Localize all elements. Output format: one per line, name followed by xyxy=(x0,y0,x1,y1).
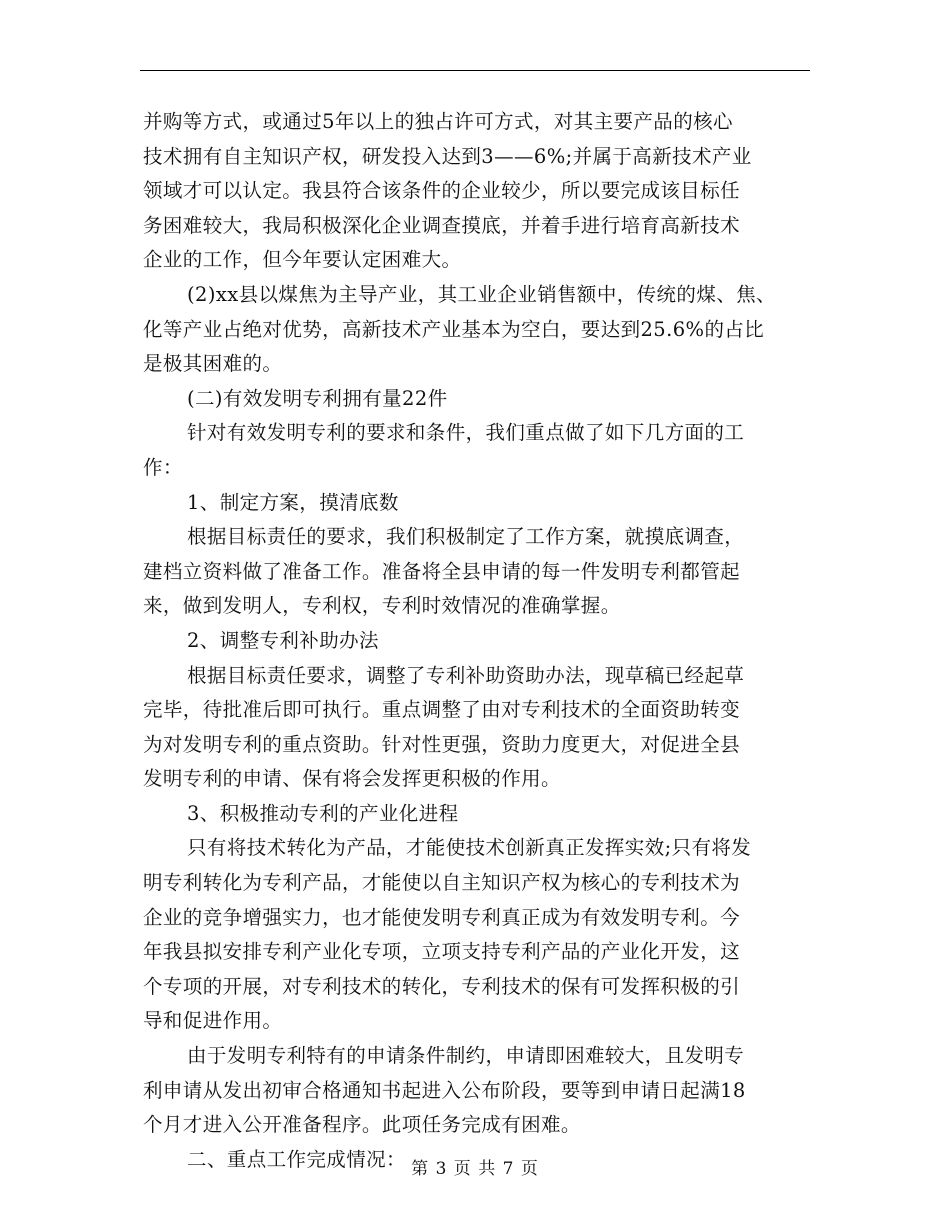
text-line: 由于发明专利特有的申请条件制约，申请即困难较大，且发明专 xyxy=(187,1044,745,1068)
text-line: 是极其困难的。 xyxy=(143,352,283,376)
text-line: (2)xx县以煤焦为主导产业，其工业企业销售额中，传统的煤、焦、 xyxy=(187,282,776,306)
text-line: 导和促进作用。 xyxy=(143,1009,283,1033)
text-line: 年我县拟安排专利产业化专项，立项支持专利产品的产业化开发，这 xyxy=(143,940,741,964)
text-line: 1、制定方案，摸清底数 xyxy=(187,490,399,514)
document-body xyxy=(143,105,833,1177)
text-line: 个月才进入公开准备程序。此项任务完成有困难。 xyxy=(143,1113,581,1137)
header-rule xyxy=(140,70,810,71)
text-line: 化等产业占绝对优势，高新技术产业基本为空白，要达到25.6%的占比 xyxy=(143,317,765,341)
text-line: 针对有效发明专利的要求和条件，我们重点做了如下几方面的工 xyxy=(187,421,745,445)
text-line: (二)有效发明专利拥有量22件 xyxy=(187,386,448,410)
text-line: 完毕，待批准后即可执行。重点调整了由对专利技术的全面资助转变 xyxy=(143,698,741,722)
text-line: 二、重点工作完成情况： xyxy=(187,1147,406,1171)
text-line: 来，做到发明人，专利权，专利时效情况的准确掌握。 xyxy=(143,594,621,618)
text-line: 技术拥有自主知识产权，研发投入达到3——6%;并属于高新技术产业 xyxy=(143,144,752,168)
text-line: 并购等方式，或通过5年以上的独占许可方式，对其主要产品的核心 xyxy=(143,110,733,133)
text-line: 发明专利的申请、保有将会发挥更积极的作用。 xyxy=(143,767,561,791)
text-line: 领域才可以认定。我县符合该条件的企业较少，所以要完成该目标任 xyxy=(143,179,741,203)
text-line: 2、调整专利补助办法 xyxy=(187,628,379,652)
text-line: 作： xyxy=(143,455,183,479)
page-footer: 第 3 页 共 7 页 xyxy=(411,1159,539,1179)
text-line: 为对发明专利的重点资助。针对性更强，资助力度更大，对促进全县 xyxy=(143,732,741,756)
text-line: 务困难较大，我局积极深化企业调查摸底，并着手进行培育高新技术 xyxy=(143,213,741,237)
text-line: 3、积极推动专利的产业化进程 xyxy=(187,801,459,825)
text-line: 只有将技术转化为产品，才能使技术创新真正发挥实效;只有将发 xyxy=(187,836,752,860)
text-line: 企业的工作，但今年要认定困难大。 xyxy=(143,248,462,272)
text-line: 根据目标责任的要求，我们积极制定了工作方案，就摸底调查， xyxy=(187,525,745,549)
text-line: 建档立资料做了准备工作。准备将全县申请的每一件发明专利都管起 xyxy=(143,559,741,583)
text-line: 利申请从发出初审合格通知书起进入公布阶段，要等到申请日起满18 xyxy=(143,1078,746,1102)
text-line: 企业的竞争增强实力，也才能使发明专利真正成为有效发明专利。今 xyxy=(143,905,741,929)
text-line: 明专利转化为专利产品，才能使以自主知识产权为核心的专利技术为 xyxy=(143,871,741,895)
text-line: 根据目标责任要求，调整了专利补助资助办法，现草稿已经起草 xyxy=(187,663,745,687)
text-line: 个专项的开展，对专利技术的转化，专利技术的保有可发挥积极的引 xyxy=(143,974,741,998)
